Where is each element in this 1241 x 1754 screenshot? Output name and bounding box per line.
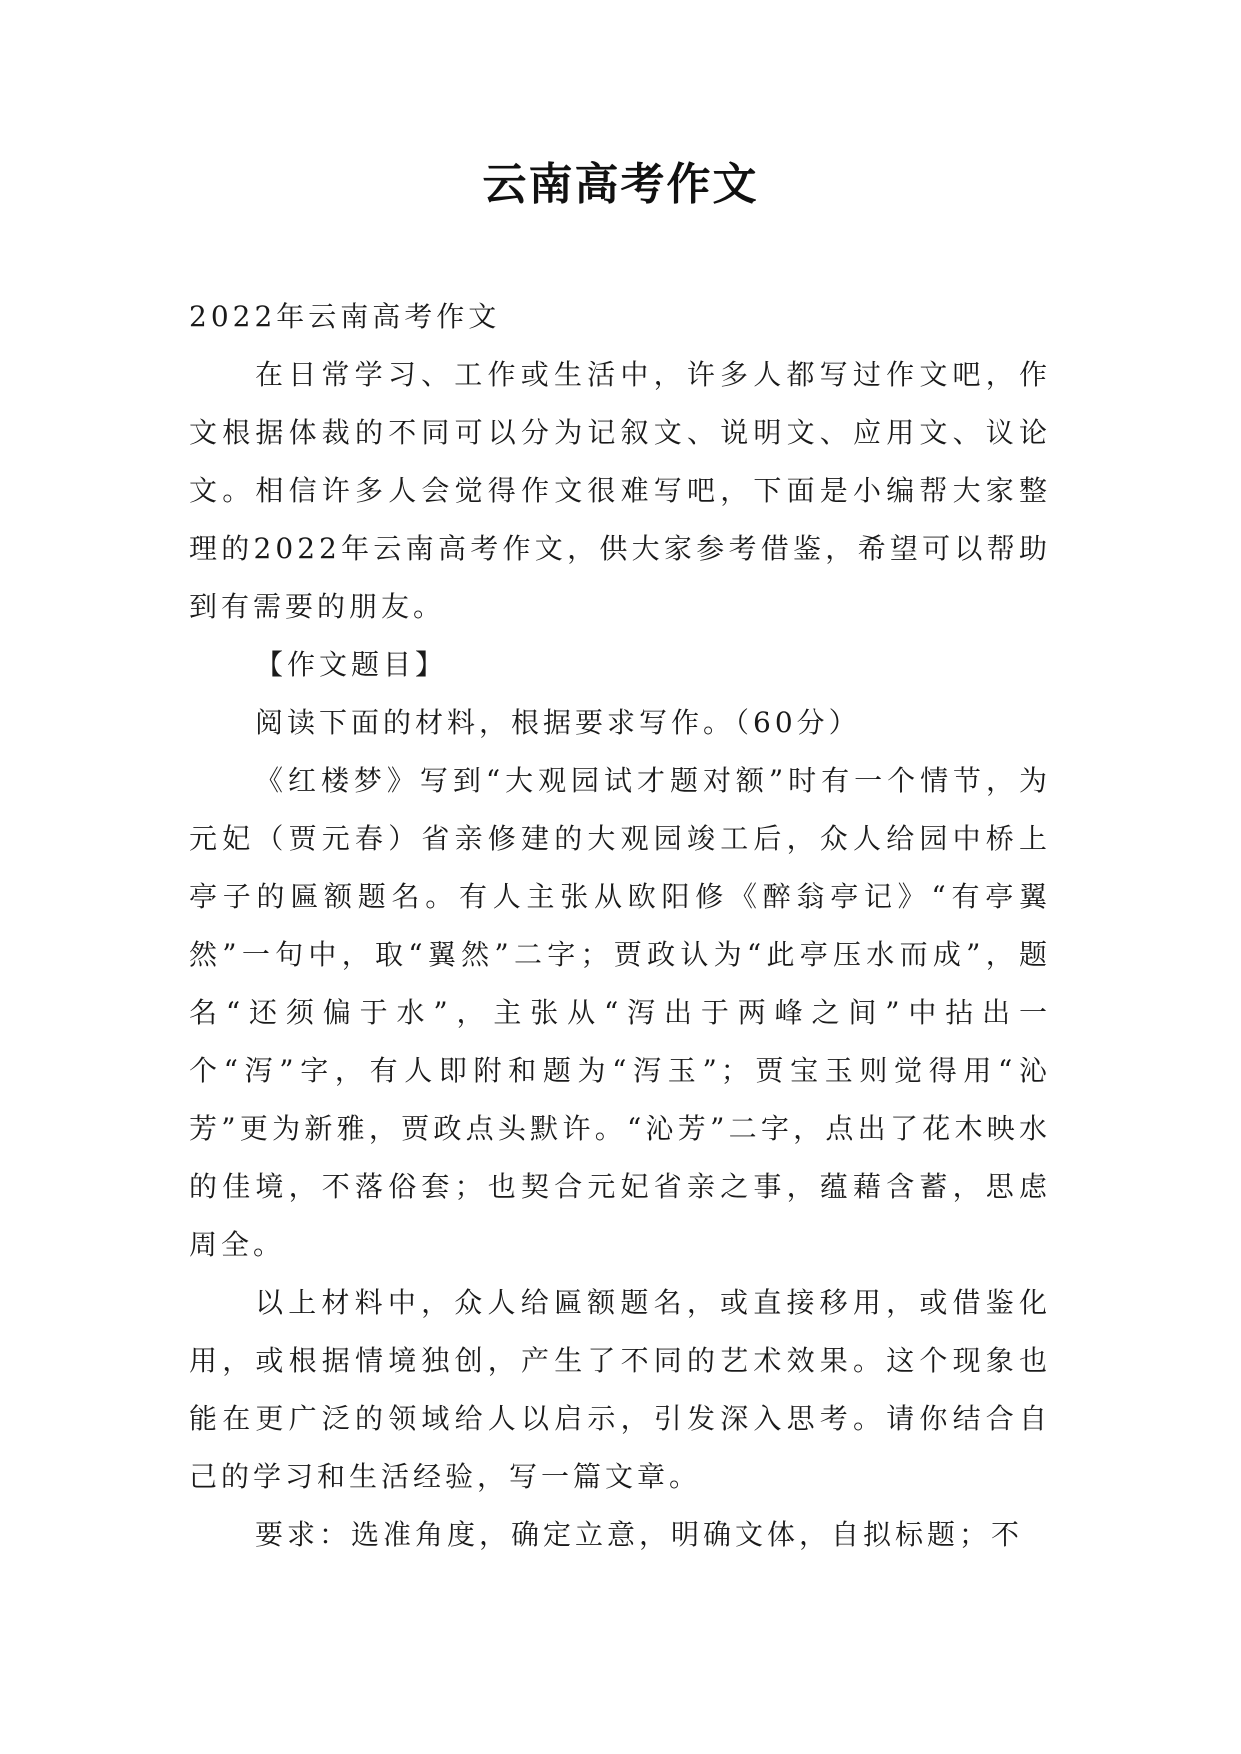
material-paragraph: 《红楼梦》写到“大观园试才题对额”时有一个情节，为元妃（贾元春）省亲修建的大观园竣工后，众人给园中桥上亭子的匾额题名。有人主张从欧阳修《醉翁亭记》“有亭翼然”一句中，取“翼然”二字；贾政认为“此亭压水而成”，题名“还须偏于水”，主张从“泻出于两峰之间”中拈出一个“泻”字，有人即附和题为“泻玉”；贾宝玉则觉得用“沁芳”更为新雅，贾政点头默许。“沁芳”二字，点出了花木映水的佳境，不落俗套；也契合元妃省亲之事，蕴藉含蓄，思虑周全。 <box>189 764 1051 1261</box>
section-heading-essay-topic: 【作文题目】 <box>255 648 448 681</box>
requirements-paragraph: 要求：选准角度，确定立意，明确文体，自拟标题；不 <box>255 1518 1024 1551</box>
document-subtitle: 2022年云南高考作文 <box>189 300 501 333</box>
prompt-paragraph: 以上材料中，众人给匾额题名，或直接移用，或借鉴化用，或根据情境独创，产生了不同的艺术效果。这个现象也能在更广泛的领域给人以启示，引发深入思考。请你结合自己的学习和生活经验，写一篇文章。 <box>189 1286 1051 1493</box>
document-title: 云南高考作文 <box>482 159 759 210</box>
document-body <box>189 288 1051 1564</box>
instruction-paragraph: 阅读下面的材料，根据要求写作。（60分） <box>255 706 861 739</box>
intro-paragraph: 在日常学习、工作或生活中，许多人都写过作文吧，作文根据体裁的不同可以分为记叙文、说明文、应用文、议论文。相信许多人会觉得作文很难写吧，下面是小编帮大家整理的2022年云南高考作文，供大家参考借鉴，希望可以帮助到有需要的朋友。 <box>189 358 1051 623</box>
